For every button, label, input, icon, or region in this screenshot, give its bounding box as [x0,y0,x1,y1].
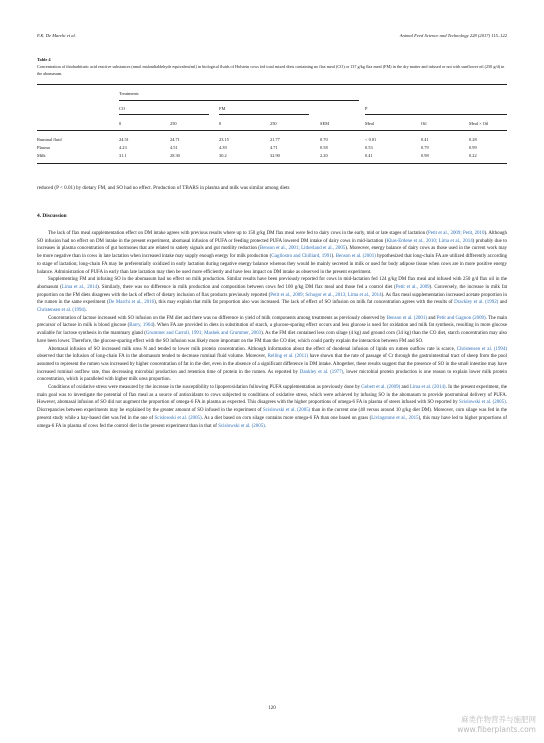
discussion-body [37,230,507,430]
treatments-rule [119,100,359,101]
paragraph-text: . [85,308,87,314]
table-cell: 0.98 [421,153,429,158]
fm-rule [219,114,309,115]
paragraph-text: . The main precursor of lactose in milk is blood glucose ( [37,315,507,329]
table-cell: 0.70 [320,137,328,142]
header-journal: Animal Feed Science and Technology 228 (2017) 115–122 [399,33,507,38]
citation-link[interactable]: Lima et al., 2014 [61,284,98,290]
table-label: Table 4 [37,57,51,62]
page-number: 120 [268,706,276,711]
paragraph [37,276,507,315]
citation-link[interactable]: Benson et al., 2001; Litherland et al., 2005 [259,246,346,252]
paragraph-text: The lack of flax meal supplementation effect on DM intake agrees with previous results where up to 150 g/kg DM flax meal were fed to dairy cows in the early, mid or late stages of lactation ( [48,231,428,236]
row-label: Milk [37,153,46,158]
citation-link[interactable]: Livingstone et al., 2015 [371,415,419,421]
table-cell: 0.41 [421,137,429,142]
citation-link[interactable]: Scislowski et al. (2005) [218,423,265,429]
citation-link[interactable]: Scislowski et al. (2005) [458,400,506,406]
table-cell: 32.90 [270,153,280,158]
row-label: Plasma [37,145,50,150]
paragraph-text: ). As the FM diet contained less corn silage (4 kg) and ground corn (34 kg) than the CO diet, starch concentration may also have been lower. Therefore, the glucose-sparing effect with the SO infusion was likely more important on the FM than the CO diet, which could partly explain the interaction between FM and SO. [37,331,507,344]
continued-text: reduced (P < 0.01) by dietary FM, and SO had no effect. Production of TBARS in plasma and milk was similar among diets [37,185,290,191]
paragraph-text: . [264,423,267,429]
citation-link[interactable]: Khas-Erdene et al., 2010; Lima et al., 2014 [386,238,473,244]
group-fm: FM [219,106,226,111]
citation-link[interactable]: Petit and Gagnon (2009) [436,315,486,321]
table-cell: < 0.01 [365,137,377,142]
table-header-rule [37,130,507,131]
table-cell: 2.20 [320,153,328,158]
col-header: SEM [320,121,330,126]
col-header: 0 [219,121,222,126]
table-cell: 4.71 [270,145,278,150]
citation-link[interactable]: Petit et al., 2009 [395,284,430,290]
group-co: CO [119,106,126,111]
citation-link[interactable]: Barry, 1964 [129,323,153,329]
paragraph-text: and [498,300,507,306]
col-header: Meal × Oil [469,121,489,126]
paragraph-text: and [400,385,410,391]
table-cell: 0.79 [421,145,429,150]
col-header: 0 [119,121,122,126]
citation-link[interactable]: Lima et al. (2014) [409,385,446,391]
paragraph-text: ) probably due to increases in plasma concentration of gut hormones that are related to satiety signals and gut motility reduction ( [37,238,508,252]
paragraph-text: ). Conversely, the increase in milk fat proportion on the FM diets disagrees with the lack of effect of dietary inclusion of flax products previously reported ( [37,284,508,298]
co-rule [119,114,209,115]
paragraph-text: ). Similarly, there was no difference in milk production and composition between cows fed 100 g/kg DM flax meal and those fed a control diet ( [97,284,396,290]
section-heading: 4. Discussion [37,213,67,219]
table-bottom-rule [37,163,507,164]
paragraph [37,230,507,276]
col-header: 250 [270,121,277,126]
citation-link[interactable]: Dankley et al. (1977) [299,369,344,375]
table-cell: 4.39 [219,145,227,150]
watermark-line: 麻类作物营养与施肥网 [461,715,536,724]
table-cell: 4.23 [119,145,127,150]
citation-link[interactable]: Petit et al., 2009; Petit, 2010 [428,231,485,236]
col-header: Meal [365,121,375,126]
table-cell: 0.53 [365,145,373,150]
paragraph-text: ), this may have led to higher proportions of omega-6 FA in plasma of cows fed the control diet in the present experiment than in that of [37,415,507,429]
row-label: Ruminal fluid [37,137,62,142]
citation-link[interactable]: Gobert et al. (2009) [361,385,401,391]
citation-link[interactable]: Drackley et al. (1992) [454,300,499,306]
citation-link[interactable]: Benson et al. (2001) [335,254,376,260]
paragraph-text: Supplementing FM and infusing SO in the abomasum had no effect on milk production. Similar results have been previously reported for cows in mid-lactation fed 124 g/kg DM flax meal and infused with 250 g/d flax oil in the abomasum ( [37,277,507,290]
paragraph-text: . Discrepancies between experiments may be explained by the greater amount of SO infused in the experiment of [37,400,507,414]
table-cell: 4.51 [170,145,178,150]
table-cell: 24.71 [170,137,180,142]
col-header: 250 [170,121,177,126]
citation-link[interactable]: Gagliostro and Chilliard, 1991 [271,254,332,260]
paragraph-text: Abomasal infusion of SO increased milk urea N and tended to lower milk protein concentration. Although information about the effect of duodenal infusion of lipids on rumen outflow rate is scarce, [48,346,457,352]
paragraph-text: Conditions of oxidative stress were measured by the increase in the susceptibility to lipoperoxidation following PUFA supplementation as previously done by [48,385,362,391]
paragraph [37,315,507,346]
table-top-rule [37,84,507,85]
paragraph-text: ). Although SO infusion had no effect on DM intake in the present experiment, abomasal infusion of PUFA or feeding protected PUFA lowered DM intake of dairy cows in mid-lactation ( [37,231,507,244]
table-cell: 0.28 [469,137,477,142]
paragraph-text: and [426,315,437,321]
paragraph-text: ). Moreover, energy balance of dairy cows as those used in the current work may be more negative than in cows in late lactation when increased intake may supply enough energy for milk production ( [37,246,507,260]
table-cell: 31.1 [119,153,127,158]
treatments-header: Treatments [119,91,139,96]
p-rule [365,114,507,115]
paragraph-text: than in the current one (40 versus around 10 g/kg diet DM). Moreover, corn silage was fed in the present study while a hay-based diet was fed in the one of [37,408,507,421]
paragraph-text: . In the present experiment, the main goal was to investigate the potential of flax meal as a source of antioxidants to cows subjected to conditions of oxidative stress, which were achieved by infusing SO in the abomasum to provide postruminal delivery of PUFA. However, abomasal infusion of SO did not augment the proportion of omega-6 FA in plasma as expected. This disagrees with the higher proportions of omega-6 FA in plasma of steers infused with SO reported by [37,385,507,406]
paragraph-text: . As a diet based on corn silage contains more omega-6 FA than one based on grass ( [201,415,372,421]
paragraph-text: ). As flax meal supplementation increased acetate proportion in the rumen in the same experiment ( [37,292,507,306]
table-cell: 24.51 [119,137,129,142]
paragraph-text: ). [331,254,336,260]
citation-link[interactable]: Christensen et al. (1994) [456,346,507,352]
paragraph [37,346,507,385]
paragraph-text: ), this may explain that milk fat proportion also was increased. The lack of effect of SO infusion on milk fat concentration agrees with the results of [154,300,455,306]
table-cell: 23.15 [219,137,229,142]
table-cell: 0.58 [320,145,328,150]
header-authors: F.K. De Marchi et al. [37,33,76,38]
citation-link[interactable]: Petit et al., 2009; Schogor et al., 2013; Lima et al., 2014 [270,292,382,298]
watermark-line: www.fiberplants.com [457,725,536,734]
table-cell: 30.2 [219,153,227,158]
watermark [457,715,536,735]
table-cell: 21.77 [270,137,280,142]
citation-link[interactable]: Relling et al. (2011) [267,354,309,360]
group-p: P [365,106,368,111]
table-caption: Concentration of thiobarbituric acid reactive substances (nmol malondialdehyde equivalent/ml) in biological fluids of Holstein cows fed total mixed diets containing no flax meal (CO) or 137 g/kg flax meal (FM) in the dry matter and infused or not with sunflower oil (250 g/d) in the abomasum. [37,64,505,76]
citation-link[interactable]: Scislowski et al. (2005) [263,408,311,414]
paragraph-text: ). When FA are provided in diets in substitution of starch, a glucose-sparing effect occurs and less glucose is used for oxidation and milk fat synthesis, resulting in more glucose available for lactose synthesis in the mammary gland ( [37,323,508,337]
paragraph-text: observed that the infusion of long-chain FA in the abomasum tended to decrease ruminal fluid volume. Moreover, [37,354,268,360]
paragraph [37,384,507,430]
table-cell: 28.30 [170,153,180,158]
citation-link[interactable]: Christensen et al. (1994) [37,308,86,314]
table-cell: 0.99 [469,145,477,150]
table-cell: 0.41 [365,153,373,158]
citation-link[interactable]: De Marchi et al., 2016 [108,300,155,306]
table-cell: 0.22 [469,153,477,158]
paragraph-text: Concentration of lactose increased with SO infusion on the FM diet and there was no difference in yield of milk components among treatments as previously observed by [48,315,387,321]
citation-link[interactable]: Grummer and Carroll, 1991; Mashek and Grummer, 2003 [145,331,262,337]
citation-link[interactable]: Benson et al. (2001) [386,315,427,321]
paragraph-text: hypothesized that long-chain FA are utilized differently according to stage of lactation; long-chain FA may be preferentially oxidized in early lactation during negative energy balance whereas they would be mainly secreted in milk or used for body adipose tissue when cows are in more positive energy balance. Administration of PUFA in early than late lactation may then be used more efficiently and have less impact on DM intake as observed in the present experiment. [37,254,508,275]
paragraph-text: have shown that the rate of passage of Cr through the gastrointestinal tract of sheep from the pool assumed to represent the rumen was increased by higher concentration of fat in the diet, even in the absence of a significant difference in DM intake. Altogether, these results suggest that the presence of SO in the small intestine may have increased ruminal outflow rate, thus decreasing microbial production and retention time of protein in the rumen. As reported by [37,354,507,375]
citation-link[interactable]: Scislowski et al. (2005) [154,415,202,421]
col-header: Oil [421,121,427,126]
paragraph-text: , lower microbial protein production is one reason to explain lower milk protein concentration, which is paralleled with higher milk urea proportion. [37,369,507,383]
